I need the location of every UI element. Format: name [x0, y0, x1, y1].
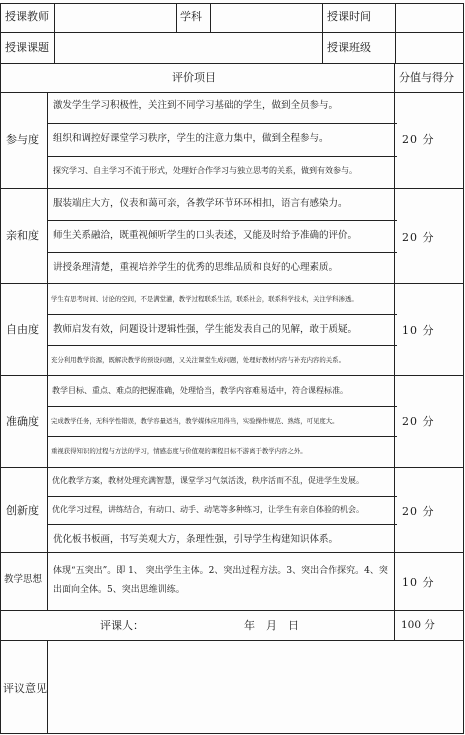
criterion-text: 优化学习过程，讲练结合，有动口、动手、动笔等多种练习，让学生有亲自体验的机会。 — [52, 505, 364, 514]
criterion-text: 优化板书板画，书写美观大方，条理性强，引导学生构建知识体系。 — [53, 534, 339, 545]
score-value: 20 分 — [402, 231, 435, 244]
grid-line — [47, 406, 397, 407]
criterion-text: 激发学生学习积极性，关注到不同学习基础的学生，做到全员参与。 — [53, 100, 339, 111]
grid-line — [47, 524, 397, 525]
score-value: 20 分 — [402, 505, 435, 518]
grid-line — [463, 3, 464, 734]
score-value: 20 分 — [402, 415, 435, 428]
score-header: 分值与得分 — [399, 71, 454, 84]
comment-area[interactable] — [48, 641, 462, 732]
criterion-text: 探究学习、自主学习不流于形式，处理好合作学习与独立思考的关系，做到有效参与。 — [53, 166, 357, 175]
grid-line — [47, 345, 397, 346]
grid-line — [0, 3, 1, 734]
class-label: 授课班级 — [327, 41, 371, 54]
grid-line — [47, 436, 397, 437]
category-label: 教学思想 — [4, 574, 43, 585]
score-value: 10 分 — [402, 324, 435, 337]
grid-line — [54, 3, 55, 63]
score-value: 10 分 — [402, 576, 435, 589]
grid-line — [176, 3, 177, 32]
grid-line — [47, 123, 397, 124]
criterion-text: 充分利用教学资源，既解决教学的预设问题，又关注课堂生成问题，处理好教材内容与补充内容的关系。 — [51, 356, 345, 364]
grid-line — [210, 3, 211, 32]
grid-line — [394, 63, 395, 640]
category-label: 亲和度 — [6, 229, 39, 242]
grid-line — [47, 252, 397, 253]
grid-line — [322, 3, 323, 63]
date-label: 年 月 日 — [244, 619, 299, 632]
grid-line — [395, 3, 396, 63]
items-header: 评价项目 — [172, 71, 216, 84]
topic-label: 授课课题 — [5, 41, 49, 54]
total-score: 100 分 — [401, 619, 435, 631]
criterion-text: 师生关系融洽，既重视倾听学生的口头表述，又能及时给予准确的评价。 — [53, 230, 358, 241]
grid-line — [0, 733, 464, 734]
criterion-text: 重视获得知识的过程与方法的学习，情感态度与价值观的课程目标不游离于教学内容之外。 — [51, 447, 307, 455]
criterion-text: 完成教学任务，无科学性错误，教学容量适当，教学媒体应用得当，实验操作规范、熟练，可见度大。 — [51, 417, 339, 425]
criterion-text: 服装端庄大方，仪表和蔼可亲，各教学环节环环相扣，语言有感染力。 — [53, 198, 348, 209]
category-label: 参与度 — [6, 133, 39, 146]
grid-line — [47, 314, 397, 315]
grid-line — [47, 92, 48, 610]
subject-label: 学科 — [180, 10, 202, 23]
criterion-text: 教学目标、重点、难点的把握准确，处理恰当，教学内容难易适中，符合课程标准。 — [52, 386, 348, 395]
criterion-text: 学生有思考时间、讨论的空间，不是满堂灌，教学过程联系生活，联系社会，联系科学技术，关注学科渗透。 — [51, 295, 358, 303]
criterion-text: 优化教学方案，教材处理充满智慧，课堂学习气氛活泼，秩序活而不乱，促进学生发展。 — [52, 476, 364, 485]
comment-label: 评议意见 — [3, 682, 47, 695]
grid-line — [47, 220, 397, 221]
time-label: 授课时间 — [327, 10, 371, 23]
category-label: 创新度 — [6, 504, 39, 517]
grid-line — [47, 496, 397, 497]
criterion-text: 教师启发有效，问题设计逻辑性强，学生能发表自己的见解，敢于质疑。 — [53, 324, 358, 335]
grid-line — [47, 156, 397, 157]
teacher-label: 授课教师 — [5, 10, 49, 23]
criterion-text: 体现“五突出”。即 1、 突出学生主体。2、突出过程方法。3、突出合作探究。4、突出面向全体。5、突出思维训练。 — [53, 566, 388, 595]
evaluator-label: 评课人： — [100, 619, 144, 632]
category-label: 准确度 — [6, 415, 39, 428]
criterion-text: 讲授条理清楚，重视培养学生的优秀的思维品质和良好的心理素质。 — [53, 262, 339, 273]
score-value: 20 分 — [402, 133, 435, 146]
criterion-text: 组织和调控好课堂学习秩序，学生的注意力集中，做到全程参与。 — [53, 133, 329, 144]
category-label: 自由度 — [6, 323, 39, 336]
